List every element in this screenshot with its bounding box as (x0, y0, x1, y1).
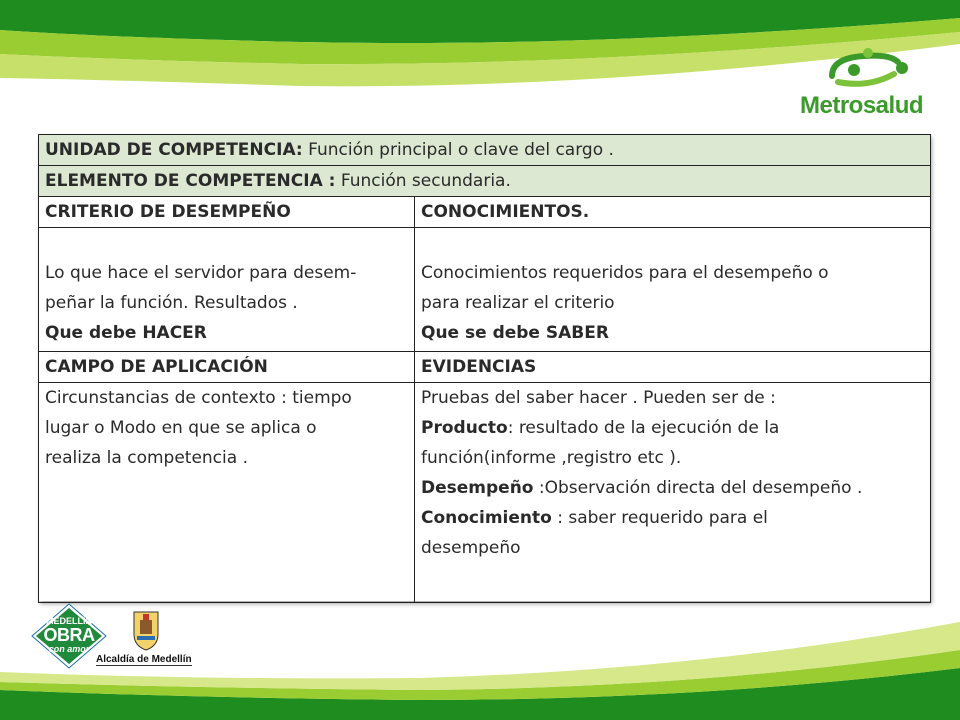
obra-line2: OBRA (43, 625, 95, 645)
conocimientos-line1: Conocimientos requeridos para el desempeño o (421, 263, 829, 283)
obra-line1: MEDELLÍN (46, 616, 92, 626)
conocimientos-bold: Que se debe SABER (421, 323, 609, 343)
competency-table (38, 134, 930, 601)
table-row-content-1 (39, 228, 931, 352)
competency-grid (38, 134, 931, 603)
desempeno-label: Desempeño (421, 478, 534, 498)
table-row-elemento (39, 166, 931, 197)
metrosalud-logo (796, 48, 944, 128)
conocimientos-line2: para realizar el criterio (421, 293, 615, 313)
conocimiento-cont: desempeño (421, 538, 521, 558)
evidencias-header: EVIDENCIAS (415, 352, 931, 383)
alcaldia-logo (96, 608, 200, 668)
elemento-cell (39, 166, 931, 197)
campo-line1: Circunstancias de contexto : tiempo (45, 388, 352, 408)
producto-cont: función(informe ,registro etc ). (421, 448, 682, 468)
table-row-headers-2 (39, 352, 931, 383)
evidencias-conocimiento (421, 503, 924, 533)
table-row-headers-1 (39, 197, 931, 228)
evidencias-producto (421, 413, 924, 443)
unidad-cell (39, 135, 931, 166)
alcaldia-label: Alcaldía de Medellín (96, 654, 192, 665)
campo-cell (39, 383, 415, 603)
metrosalud-brand: Metrosalud (800, 92, 924, 119)
producto-text: : resultado de la ejecución de la (507, 418, 780, 438)
criterio-line1: Lo que hace el servidor para desem- (45, 263, 357, 283)
criterio-header: CRITERIO DE DESEMPEÑO (39, 197, 415, 228)
campo-header: CAMPO DE APLICACIÓN (39, 352, 415, 383)
table-row-unidad (39, 135, 931, 166)
alcaldia-underline (96, 665, 192, 666)
evidencias-intro: Pruebas del saber hacer . Pueden ser de : (421, 388, 776, 408)
conocimiento-label: Conocimiento (421, 508, 552, 528)
criterio-line2: peñar la función. Resultados . (45, 293, 298, 313)
campo-line2: lugar o Modo en que se aplica o (45, 418, 317, 438)
coat-of-arms-icon (126, 608, 166, 652)
unidad-text: Función principal o clave del cargo . (302, 140, 614, 160)
evidencias-desempeno (421, 473, 924, 503)
metrosalud-logo-icon (824, 48, 914, 92)
conocimientos-cell (415, 228, 931, 352)
criterio-cell (39, 228, 415, 352)
evidencias-cell (415, 383, 931, 603)
unidad-label: UNIDAD DE COMPETENCIA: (45, 140, 303, 160)
obra-line3: con amor (48, 644, 90, 654)
table-row-content-2 (39, 383, 931, 603)
conocimiento-text: : saber requerido para el (551, 508, 768, 528)
elemento-text: Función secundaria. (335, 171, 511, 191)
producto-label: Producto (421, 418, 508, 438)
desempeno-text: :Observación directa del desempeño . (533, 478, 863, 498)
conocimientos-header: CONOCIMIENTOS. (415, 197, 931, 228)
criterio-bold: Que debe HACER (45, 323, 207, 343)
campo-line3: realiza la competencia . (45, 448, 248, 468)
elemento-label: ELEMENTO DE COMPETENCIA : (45, 171, 336, 191)
